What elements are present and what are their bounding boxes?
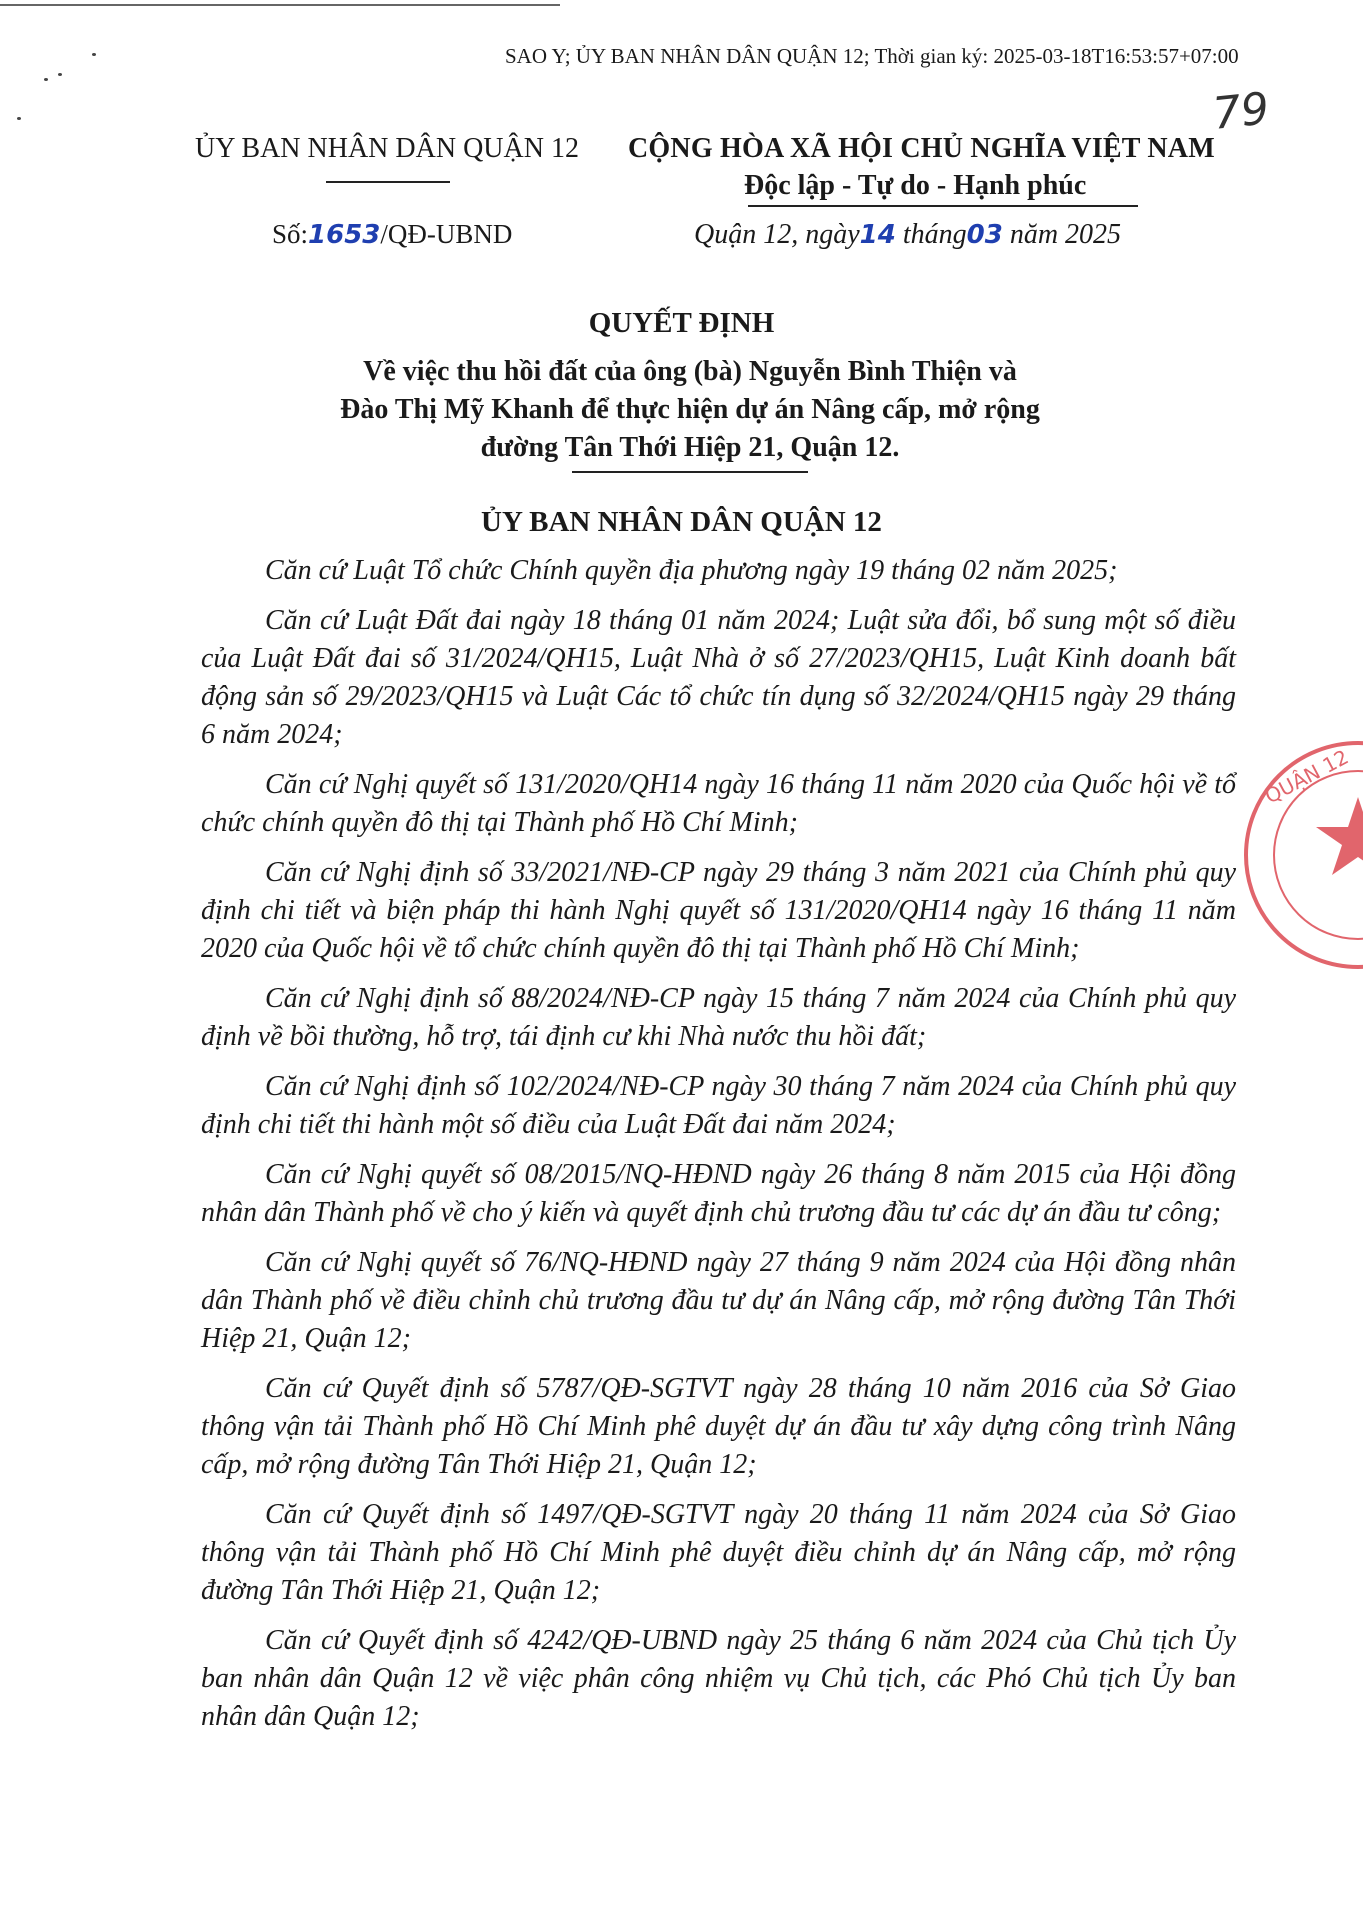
legal-basis-paragraph: Căn cứ Quyết định số 5787/QĐ-SGTVT ngày 28 tháng 10 năm 2016 của Sở Giao thông vận tải Thành phố Hồ Chí Minh phê duyệt dự án đầu tư xây dựng công trình Nâng cấp, mở rộng đường Tân Thới Hiệp 21, Quận 12; — [201, 1373, 1236, 1480]
legal-basis-paragraph: Căn cứ Nghị quyết số 76/NQ-HĐND ngày 27 tháng 9 năm 2024 của Hội đồng nhân dân Thành phố về điều chỉnh chủ trương đầu tư dự án Nâng cấp, mở rộng đường Tân Thới Hiệp 21, Quận 12; — [201, 1247, 1236, 1354]
handwritten-page-mark: 79 — [1210, 83, 1272, 140]
scan-speck — [17, 117, 21, 120]
scan-edge-line — [0, 4, 560, 6]
document-title: QUYẾT ĐỊNH — [588, 307, 775, 339]
date-day-handwritten: 14 — [859, 220, 896, 250]
subject-line: đường Tân Thới Hiệp 21, Quận 12. — [480, 432, 900, 463]
motto-underline — [748, 205, 1138, 207]
digital-copy-signature-line: SAO Y; ỦY BAN NHÂN DÂN QUẬN 12; Thời gian ký: 2025-03-18T16:53:57+07:00 — [505, 44, 1239, 68]
legal-basis-paragraph: Căn cứ Luật Tổ chức Chính quyền địa phương ngày 19 tháng 02 năm 2025; — [265, 555, 1118, 586]
scan-speck — [44, 78, 48, 81]
legal-basis-paragraph: Căn cứ Luật Đất đai ngày 18 tháng 01 năm 2024; Luật sửa đổi, bổ sung một số điều của Luật Đất đai số 31/2024/QH15, Luật Nhà ở số 27/2023/QH15, Luật Kinh doanh bất động sản số 29/2023/QH15 và Luật Các tổ chức tín dụng số 32/2024/QH15 ngày 29 tháng 6 năm 2024; — [201, 605, 1236, 750]
date-place: Quận 12, ngày — [694, 219, 860, 250]
legal-basis-paragraph: Căn cứ Quyết định số 4242/QĐ-UBND ngày 25 tháng 6 năm 2024 của Chủ tịch Ủy ban nhân dân Quận 12 về việc phân công nhiệm vụ Chủ tịch, các Phó Chủ tịch Ủy ban nhân dân Quận 12; — [201, 1625, 1236, 1732]
doc-no-prefix: Số: — [272, 219, 309, 249]
doc-no-handwritten: 1653 — [308, 220, 381, 250]
star-icon — [1316, 797, 1363, 875]
date-line — [694, 219, 1121, 251]
legal-basis-paragraph: Căn cứ Nghị quyết số 08/2015/NQ-HĐND ngày 26 tháng 8 năm 2015 của Hội đồng nhân dân Thành phố về cho ý kiến và quyết định chủ trương đầu tư các dự án đầu tư công; — [201, 1159, 1236, 1228]
issuer-heading: ỦY BAN NHÂN DÂN QUẬN 12 — [481, 506, 882, 538]
document-subject — [240, 353, 1140, 467]
legal-basis-paragraph: Căn cứ Quyết định số 1497/QĐ-SGTVT ngày 20 tháng 11 năm 2024 của Sở Giao thông vận tải Thành phố Hồ Chí Minh phê duyệt điều chỉnh dự án Nâng cấp, mở rộng đường Tân Thới Hiệp 21, Quận 12; — [201, 1499, 1236, 1606]
date-month-handwritten: 03 — [966, 220, 1003, 250]
legal-basis-paragraph: Căn cứ Nghị định số 102/2024/NĐ-CP ngày 30 tháng 7 năm 2024 của Chính phủ quy định chi tiết thi hành một số điều của Luật Đất đai năm 2024; — [201, 1071, 1236, 1140]
scan-speck — [92, 53, 96, 56]
subject-line: Về việc thu hồi đất của ông (bà) Nguyễn Bình Thiện và — [363, 356, 1017, 387]
doc-no-suffix: /QĐ-UBND — [380, 219, 513, 249]
date-year: năm 2025 — [1009, 219, 1122, 250]
official-seal-stamp — [1208, 735, 1363, 975]
legal-basis-paragraph: Căn cứ Nghị định số 88/2024/NĐ-CP ngày 15 tháng 7 năm 2024 của Chính phủ quy định về bồi thường, hỗ trợ, tái định cư khi Nhà nước thu hồi đất; — [201, 983, 1236, 1052]
national-title: CỘNG HÒA XÃ HỘI CHỦ NGHĨA VIỆT NAM — [628, 133, 1215, 164]
national-motto: Độc lập - Tự do - Hạnh phúc — [744, 170, 1087, 201]
subject-underline — [572, 471, 808, 473]
legal-basis-paragraph: Căn cứ Nghị quyết số 131/2020/QH14 ngày 16 tháng 11 năm 2020 của Quốc hội về tổ chức chính quyền đô thị tại Thành phố Hồ Chí Minh; — [201, 769, 1236, 838]
legal-basis-section — [201, 552, 1236, 1748]
date-month-word: tháng — [902, 219, 967, 250]
issuing-agency: ỦY BAN NHÂN DÂN QUẬN 12 — [195, 133, 579, 164]
seal-text: QUẬN 12 — [1260, 744, 1353, 809]
document-number — [272, 219, 512, 250]
agency-underline — [326, 181, 450, 183]
subject-line: Đào Thị Mỹ Khanh để thực hiện dự án Nâng cấp, mở rộng — [340, 394, 1040, 425]
scan-speck — [58, 73, 62, 76]
legal-basis-paragraph: Căn cứ Nghị định số 33/2021/NĐ-CP ngày 29 tháng 3 năm 2021 của Chính phủ quy định chi tiết và biện pháp thi hành Nghị quyết số 131/2020/QH14 ngày 16 tháng 11 năm 2020 của Quốc hội về tổ chức chính quyền đô thị tại Thành phố Hồ Chí Minh; — [201, 857, 1236, 964]
